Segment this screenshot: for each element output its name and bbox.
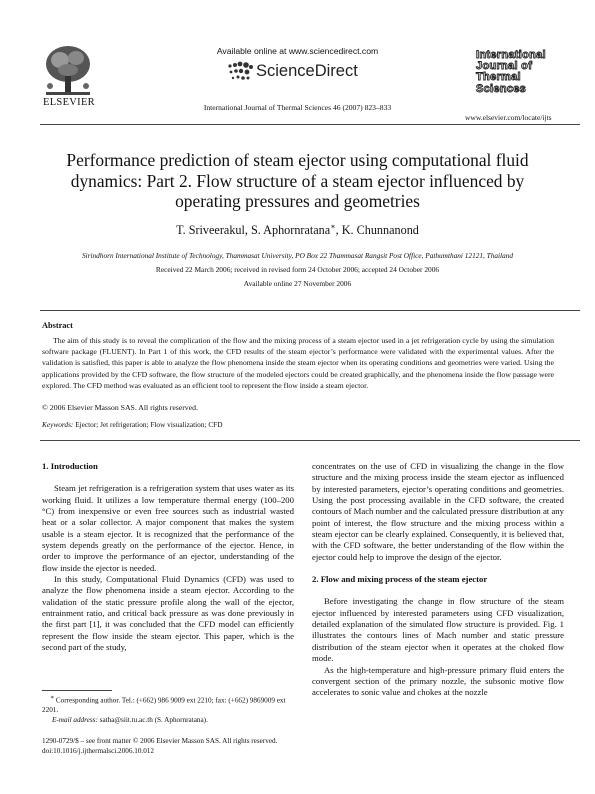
flow-paragraph-1: Before investigating the change in flow structure of the steam ejector influenced by interested parameters using CFD visualization, detailed explanation of the simulated flow structure is provided. Fig. 1 illustrates the contours lines of Mach number and static pressure distribution of the steam ejector when it operates at the choked flow mode. [312,596,564,664]
keywords-list: Ejector; Jet refrigeration; Flow visualization; CFD [75,420,223,429]
front-matter-issn: 1290-0729/$ – see front matter © 2006 Elsevier Masson SAS. All rights reserved. [42,737,278,745]
footnote-email [42,715,297,725]
abstract-copyright: © 2006 Elsevier Masson SAS. All rights reserved. [42,403,198,412]
abstract-heading: Abstract [42,321,73,330]
keywords [42,420,223,429]
section-heading-flow-mixing: 2. Flow and mixing process of the steam ejector [312,574,488,585]
journal-title-logo [476,50,576,95]
email-label: E-mail address: [52,716,98,725]
abstract-body: The aim of this study is to reveal the complication of the flow and the mixing process of a steam ejector used in a jet refrigeration cycle by using the simulation software package (FLUENT). In Part 1 of this work, the CFD results of the steam ejector’s performance were validated with the experimental values. After the validation is satisfied, this paper is able to analyze the flow phenomena inside the steam ejector when its operating conditions and geometries were varied. Using the applications provided by the CFD software, the flow structure of the modeled ejectors could be created graphically, and the phenomena inside the flow passage were explored. The CFD method was evaluated as an efficient tool to represent the flow inside a steam ejector. [42,336,554,390]
authors-before: T. Sriveerakul, S. Aphornratana [176,223,331,238]
journal-title-line: International [476,49,546,61]
intro-paragraph-2: In this study, Computational Fluid Dynamics (CFD) was used to analyze the flow phenomena inside a steam ejector. According to the validation of the static pressure profile along the wall of the ejector, entrainment ratio, and critical back pressure as was done previously in the first part [1], it was concluded that the CFD model can efficiently represent the flow inside the steam ejector. This paper, which is the second part of the study, [42,574,294,653]
sciencedirect-wordmark: ScienceDirect [256,62,358,80]
front-matter [42,736,322,756]
email-address[interactable]: satha@siit.tu.ac.th (S. Aphornratana). [99,716,208,725]
journal-title-line: Thermal [476,71,521,84]
available-online-date: Available online 27 November 2006 [243,279,352,288]
authors-after: , K. Chunnanond [335,223,419,238]
right-paragraph-continued: concentrates on the use of CFD in visualizing the change in the flow structure and the mixing process inside the steam ejector as influenced by interested parameters, ejector’s operating conditions and geometries. Using the post processing available in the CFD software, the created contours of Mach number and the calculated pressure distribution at any point of interest, the flow structure and the mixing process within a steam ejector can be clearly explained. Consequently, it is believed that, with the CFD software, the better understanding of the flow within the ejector could help to improve the design of the ejector. [312,461,564,562]
right-column [312,461,564,699]
journal-title-line: Journal of [476,60,533,73]
header-divider [40,124,580,125]
publisher-name: ELSEVIER [43,97,95,108]
section-heading-introduction: 1. Introduction [42,461,98,471]
author-mark: ∗ [330,222,336,231]
article-dates: Received 22 March 2006; received in revised form 24 October 2006; accepted 24 October 2006 [155,265,440,274]
elsevier-tree-logo [40,42,96,104]
journal-url[interactable]: www.elsevier.com/locate/ijts [465,113,552,122]
tree-logo-icon [40,42,96,100]
abstract-top-rule [40,310,580,311]
affiliation: Sirindhorn International Institute of Technology, Thammasat University, PO Box 22 Thammasat Rangsit Post Office, Pathumthani 12121, Thailand [81,251,514,260]
keywords-label: Keywords: [42,420,74,429]
footnote-corresponding [42,693,297,715]
footnote-mark: ∗ [50,695,55,701]
footnote-rule [42,690,112,691]
front-matter-doi[interactable]: doi:10.1016/j.ijthermalsci.2006.10.012 [42,747,154,755]
available-online-text: Available online at www.sciencedirect.com [216,46,379,56]
footnote-corresponding-text: Corresponding author. Tel.: (+662) 986 9009 ext 2210; fax: (+662) 9869009 ext 2201. [42,696,286,715]
journal-reference: International Journal of Thermal Sciences 46 (2007) 823–833 [203,103,392,112]
authors [50,222,545,238]
footnote [42,693,297,725]
sciencedirect-dots-icon [226,61,254,83]
intro-paragraph-1: Steam jet refrigeration is a refrigeration system that uses water as its working fluid. It utilizes a low temperature thermal energy (100–200 °C) from inexpensive or even free sources such as industrial wasted heat or a solar collector. A major component that makes the system usable is a steam ejector. It is recognized that the performance of the system depends greatly on the performance of the ejector. Hence, in order to improve the performance of an ejector, understanding of the flow inside the ejector is needed. [42,483,294,573]
article-title: Performance prediction of steam ejector using computational fluid dynamics: Part 2. Flow structure of a steam ejector influenced by operating pressures and geometries [66,150,529,211]
abstract-bottom-rule [40,440,580,441]
journal-title-line: Sciences [476,82,527,95]
flow-paragraph-2: As the high-temperature and high-pressure primary fluid enters the convergent section of the primary nozzle, the subsonic motive flow accelerates to sonic value and chokes at the nozzle [312,664,564,698]
left-column [42,461,294,654]
